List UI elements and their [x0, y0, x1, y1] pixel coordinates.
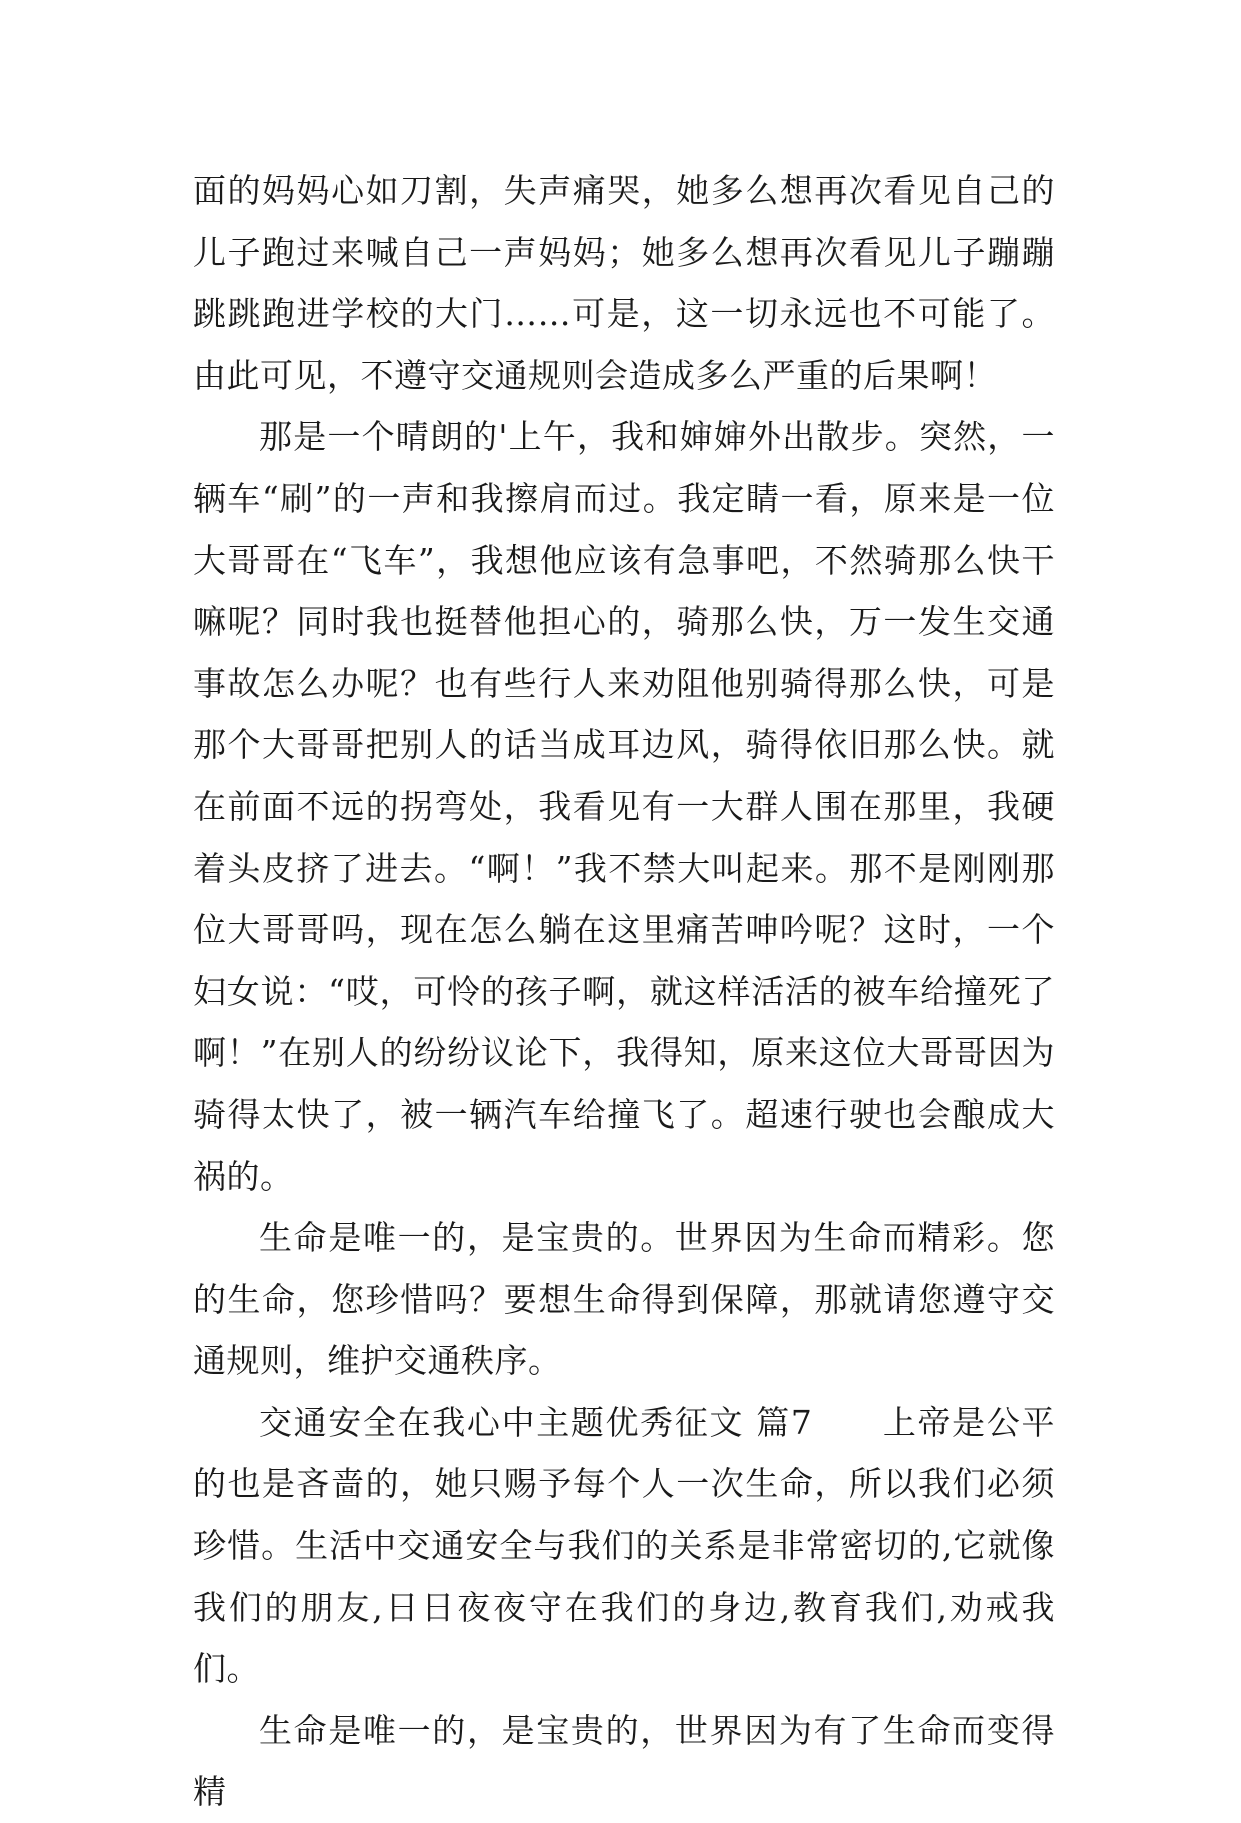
paragraph: 那是一个晴朗的'上午，我和婶婶外出散步。突然，一辆车“刷”的一声和我擦肩而过。我定睛一看，原来是一位大哥哥在“飞车”，我想他应该有急事吧，不然骑那么快干嘛呢？同时我也挺替他担心的，骑那么快，万一发生交通事故怎么办呢？也有些行人来劝阻他别骑得那么快，可是那个大哥哥把别人的话当成耳边风，骑得依旧那么快。就在前面不远的拐弯处，我看见有一大群人围在那里，我硬着头皮挤了进去。“啊！”我不禁大叫起来。那不是刚刚那位大哥哥吗，现在怎么躺在这里痛苦呻吟呢？这时，一个妇女说：“哎，可怜的孩子啊，就这样活活的被车给撞死了啊！”在别人的纷纷议论下，我得知，原来这位大哥哥因为骑得太快了，被一辆汽车给撞飞了。超速行驶也会酿成大祸的。: [193, 417, 1055, 1196]
paragraph: 生命是唯一的，是宝贵的，世界因为有了生命而变得精: [193, 1710, 1055, 1812]
body-text: [193, 160, 1055, 1823]
paragraph: 交通安全在我心中主题优秀征文 篇7 上帝是公平的也是吝啬的，她只赐予每个人一次生命，所以我们必须珍惜。生活中交通安全与我们的关系是非常密切的,它就像我们的朋友,日日夜夜守在我们的身边,教育我们,劝戒我们。: [193, 1402, 1055, 1689]
paragraph: 生命是唯一的，是宝贵的。世界因为生命而精彩。您的生命，您珍惜吗？要想生命得到保障，那就请您遵守交通规则，维护交通秩序。: [193, 1218, 1055, 1381]
paragraph: 面的妈妈心如刀割，失声痛哭，她多么想再次看见自己的儿子跑过来喊自己一声妈妈；她多么想再次看见儿子蹦蹦跳跳跑进学校的大门……可是，这一切永远也不可能了。由此可见，不遵守交通规则会造成多么严重的后果啊！: [193, 171, 1055, 395]
